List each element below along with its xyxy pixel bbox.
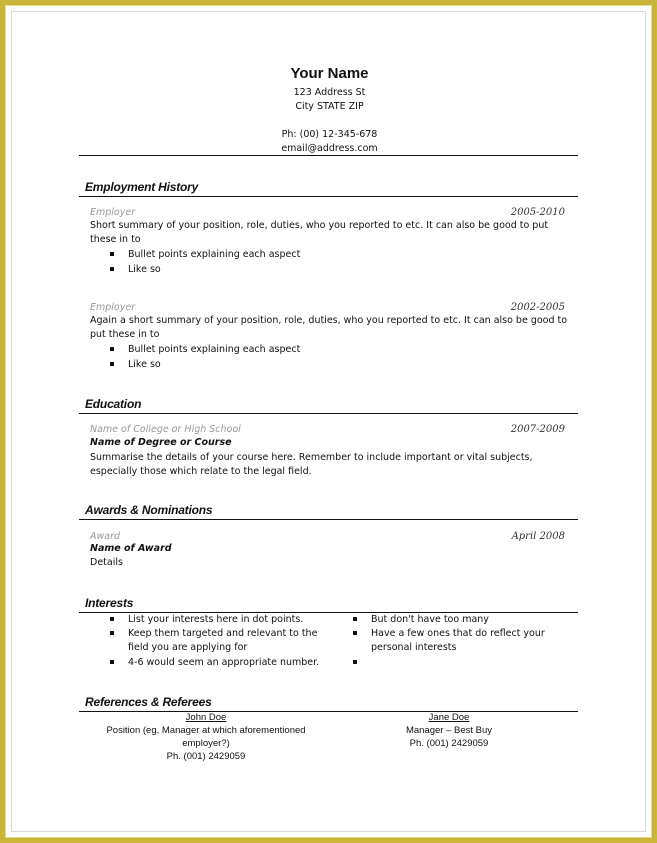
city-state-zip: City STATE ZIP — [295, 101, 364, 112]
bullet-icon — [110, 252, 114, 256]
job-employer: Employer — [90, 302, 136, 313]
award-label: Award — [90, 531, 121, 542]
bullet-icon — [110, 660, 114, 664]
job-summary-line: Short summary of your position, role, duties, who you reported to etc. It can also be good to put — [90, 220, 549, 231]
bullet-icon — [353, 617, 357, 621]
reference-entry — [96, 711, 316, 763]
email-address: email@address.com — [281, 143, 378, 154]
reference-phone: Ph. (001) 2429059 — [409, 738, 489, 749]
list-item-continuation: field you are applying for — [128, 642, 248, 653]
list-item: Keep them targeted and relevant to the — [110, 628, 317, 639]
list-item: 4-6 would seem an appropriate number. — [110, 657, 319, 668]
job-summary-line: put these in to — [90, 329, 160, 340]
list-item — [353, 657, 371, 668]
candidate-name: Your Name — [290, 65, 369, 82]
education-divider — [79, 413, 578, 414]
interests-divider — [79, 612, 578, 613]
job-summary-line: these in to — [90, 234, 141, 245]
education-heading: Education — [85, 397, 142, 411]
job-employer: Employer — [90, 207, 136, 218]
list-item: Like so — [110, 264, 161, 275]
list-item: Bullet points explaining each aspect — [110, 249, 300, 260]
institution-name: Name of College or High School — [90, 424, 241, 435]
bullet-icon — [353, 631, 357, 635]
bullet-icon — [110, 347, 114, 351]
list-item: List your interests here in dot points. — [110, 614, 303, 625]
reference-position: employer?) — [182, 738, 230, 749]
list-item: Bullet points explaining each aspect — [110, 344, 300, 355]
list-item: Have a few ones that do reflect your — [353, 628, 545, 639]
award-details: Details — [90, 557, 123, 568]
bullet-icon — [110, 267, 114, 271]
job-dates: 2005-2010 — [510, 207, 565, 218]
award-name: Name of Award — [90, 543, 172, 554]
reference-position: Position (eg, Manager at which aforementioned — [106, 725, 306, 736]
interests-heading: Interests — [85, 596, 134, 610]
bullet-icon — [110, 631, 114, 635]
reference-phone: Ph. (001) 2429059 — [166, 751, 246, 762]
header-divider — [79, 155, 578, 156]
bullet-icon — [110, 362, 114, 366]
list-item-continuation: personal interests — [371, 642, 457, 653]
employment-divider — [79, 196, 578, 197]
reference-entry — [339, 711, 559, 750]
list-item: Like so — [110, 359, 161, 370]
employment-heading: Employment History — [85, 180, 199, 194]
reference-name: Jane Doe — [428, 712, 470, 723]
degree-name: Name of Degree or Course — [90, 437, 232, 448]
awards-divider — [79, 519, 578, 520]
bullet-icon — [353, 660, 357, 664]
street-address: 123 Address St — [293, 87, 366, 98]
award-date: April 2008 — [511, 531, 565, 542]
education-summary-line: especially those which relate to the legal field. — [90, 466, 312, 477]
references-heading: References & Referees — [85, 695, 212, 709]
list-item: But don't have too many — [353, 614, 489, 625]
education-dates: 2007-2009 — [510, 424, 565, 435]
resume-page — [11, 11, 646, 832]
phone-number: Ph: (00) 12-345-678 — [281, 129, 378, 140]
reference-position: Manager – Best Buy — [405, 725, 493, 736]
awards-heading: Awards & Nominations — [85, 503, 213, 517]
reference-name: John Doe — [185, 712, 227, 723]
education-summary-line: Summarise the details of your course here. Remember to include important or vital subjects, — [90, 452, 533, 463]
bullet-icon — [110, 617, 114, 621]
job-dates: 2002-2005 — [510, 302, 565, 313]
job-summary-line: Again a short summary of your position, role, duties, who you reported to etc. It can also be good to — [90, 315, 568, 326]
